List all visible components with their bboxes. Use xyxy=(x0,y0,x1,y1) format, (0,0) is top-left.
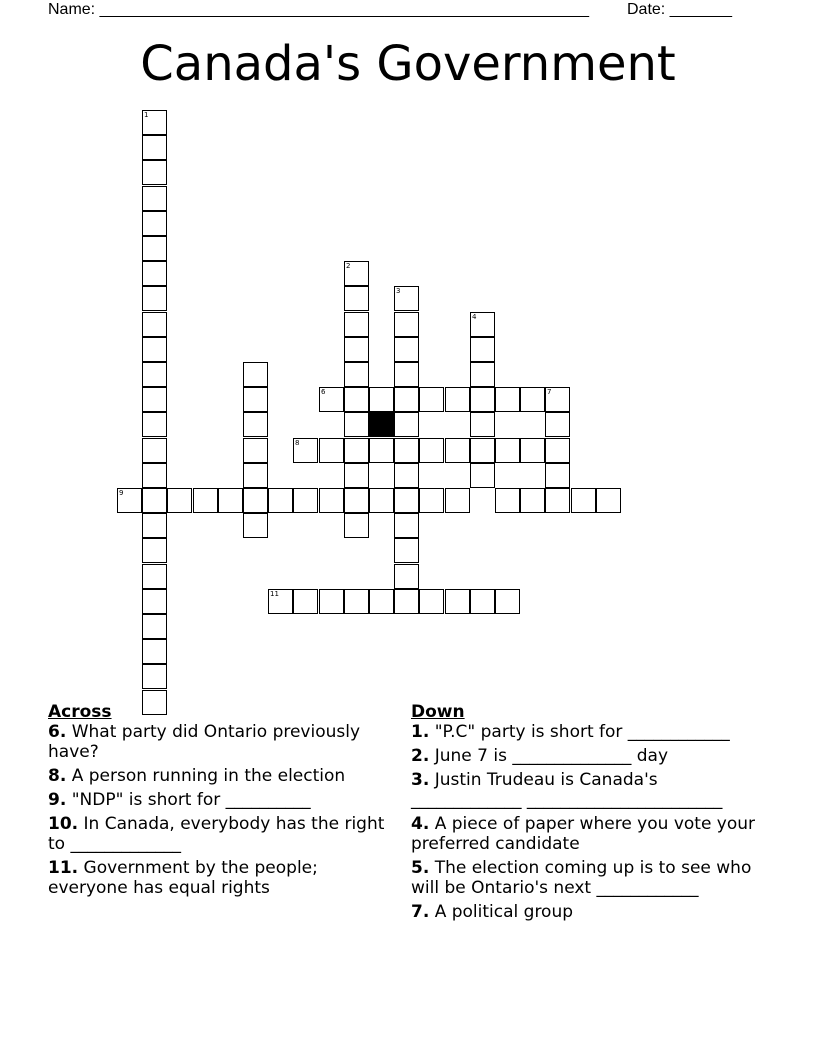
clue-number: 7 xyxy=(547,388,552,396)
down-clue-1: 1. "P.C" party is short for ____________ xyxy=(411,722,730,742)
grid-cell[interactable] xyxy=(520,488,545,513)
down-clue-4: 4. A piece of paper where you vote your preferred candidate xyxy=(411,814,756,854)
grid-cell[interactable] xyxy=(243,438,268,463)
grid-cell[interactable] xyxy=(142,438,167,463)
grid-cell[interactable] xyxy=(243,488,268,513)
clue-number: 6 xyxy=(321,388,326,396)
grid-cell[interactable] xyxy=(419,438,444,463)
grid-cell[interactable] xyxy=(293,488,318,513)
grid-cell[interactable] xyxy=(142,538,167,563)
grid-cell[interactable] xyxy=(394,286,419,311)
grid-cell[interactable] xyxy=(142,312,167,337)
black-cell xyxy=(369,412,394,437)
date-field-label: Date: _______ xyxy=(627,1,732,18)
grid-cell[interactable] xyxy=(520,387,545,412)
grid-cell[interactable] xyxy=(495,589,520,614)
grid-cell[interactable] xyxy=(344,286,369,311)
grid-cell[interactable] xyxy=(394,564,419,589)
clue-number: 2 xyxy=(346,262,351,270)
grid-cell[interactable] xyxy=(596,488,621,513)
grid-cell[interactable] xyxy=(545,463,570,488)
grid-cell[interactable] xyxy=(369,438,394,463)
grid-cell[interactable] xyxy=(495,488,520,513)
grid-cell[interactable] xyxy=(218,488,243,513)
grid-cell[interactable] xyxy=(293,589,318,614)
grid-cell[interactable] xyxy=(243,412,268,437)
grid-cell[interactable] xyxy=(319,438,344,463)
grid-cell[interactable] xyxy=(142,614,167,639)
grid-cell[interactable] xyxy=(470,589,495,614)
page-title: Canada's Government xyxy=(140,36,676,92)
grid-cell[interactable] xyxy=(445,589,470,614)
grid-cell[interactable] xyxy=(268,488,293,513)
grid-cell[interactable] xyxy=(369,488,394,513)
grid-cell[interactable] xyxy=(344,513,369,538)
grid-cell[interactable] xyxy=(445,488,470,513)
grid-cell[interactable] xyxy=(344,387,369,412)
grid-cell[interactable] xyxy=(344,438,369,463)
across-clues xyxy=(48,702,400,902)
clue-number: 4 xyxy=(472,313,477,321)
clue-number: 9 xyxy=(119,489,124,497)
grid-cell[interactable] xyxy=(419,488,444,513)
across-heading: Across xyxy=(48,702,112,722)
across-clue-6: 6. What party did Ontario previously have? xyxy=(48,722,361,762)
grid-cell[interactable] xyxy=(344,463,369,488)
grid-cell[interactable] xyxy=(545,438,570,463)
grid-cell[interactable] xyxy=(369,589,394,614)
grid-cell[interactable] xyxy=(319,589,344,614)
grid-cell[interactable] xyxy=(142,488,167,513)
clue-number: 8 xyxy=(295,439,300,447)
grid-cell[interactable] xyxy=(117,488,142,513)
grid-cell[interactable] xyxy=(394,488,419,513)
grid-cell[interactable] xyxy=(167,488,192,513)
clue-number: 3 xyxy=(396,287,401,295)
grid-cell[interactable] xyxy=(344,337,369,362)
grid-cell[interactable] xyxy=(142,664,167,689)
down-clues xyxy=(411,702,771,926)
across-clue-8: 8. A person running in the election xyxy=(48,766,346,786)
grid-cell[interactable] xyxy=(142,589,167,614)
grid-cell[interactable] xyxy=(369,387,394,412)
grid-cell[interactable] xyxy=(142,362,167,387)
grid-cell[interactable] xyxy=(470,463,495,488)
grid-cell[interactable] xyxy=(419,589,444,614)
clue-number: 1 xyxy=(144,111,149,119)
grid-cell[interactable] xyxy=(142,261,167,286)
grid-cell[interactable] xyxy=(394,412,419,437)
down-clue-2: 2. June 7 is ______________ day xyxy=(411,746,669,766)
grid-cell[interactable] xyxy=(545,412,570,437)
grid-cell[interactable] xyxy=(344,261,369,286)
grid-cell[interactable] xyxy=(394,589,419,614)
across-clue-10: 10. In Canada, everybody has the right to _____________ xyxy=(48,814,385,854)
grid-cell[interactable] xyxy=(319,488,344,513)
grid-cell[interactable] xyxy=(571,488,596,513)
grid-cell[interactable] xyxy=(142,236,167,261)
across-clue-9: 9. "NDP" is short for __________ xyxy=(48,790,311,810)
grid-cell[interactable] xyxy=(142,286,167,311)
down-clue-3: 3. Justin Trudeau is Canada's _____________ _______________________ xyxy=(411,770,723,810)
grid-cell[interactable] xyxy=(344,312,369,337)
clue-number: 11 xyxy=(270,590,279,598)
grid-cell[interactable] xyxy=(243,362,268,387)
grid-cell[interactable] xyxy=(193,488,218,513)
grid-cell[interactable] xyxy=(394,362,419,387)
grid-cell[interactable] xyxy=(394,538,419,563)
grid-cell[interactable] xyxy=(445,387,470,412)
grid-cell[interactable] xyxy=(470,362,495,387)
grid-cell[interactable] xyxy=(344,488,369,513)
grid-cell[interactable] xyxy=(394,312,419,337)
grid-cell[interactable] xyxy=(470,312,495,337)
grid-cell[interactable] xyxy=(142,564,167,589)
down-clue-7: 7. A political group xyxy=(411,902,574,922)
grid-cell[interactable] xyxy=(142,211,167,236)
grid-cell[interactable] xyxy=(293,438,318,463)
grid-cell[interactable] xyxy=(142,160,167,185)
grid-cell[interactable] xyxy=(243,463,268,488)
grid-cell[interactable] xyxy=(243,513,268,538)
grid-cell[interactable] xyxy=(142,110,167,135)
grid-cell[interactable] xyxy=(344,589,369,614)
across-clue-11: 11. Government by the people; everyone has equal rights xyxy=(48,858,318,898)
grid-cell[interactable] xyxy=(394,438,419,463)
down-heading: Down xyxy=(411,702,465,722)
grid-cell[interactable] xyxy=(445,438,470,463)
name-field-label: Name: _______________________________________________________ xyxy=(48,1,589,18)
grid-cell[interactable] xyxy=(344,412,369,437)
grid-cell[interactable] xyxy=(142,412,167,437)
grid-cell[interactable] xyxy=(545,387,570,412)
grid-cell[interactable] xyxy=(344,362,369,387)
grid-cell[interactable] xyxy=(545,488,570,513)
grid-cell[interactable] xyxy=(495,387,520,412)
grid-cell[interactable] xyxy=(394,463,419,488)
grid-cell[interactable] xyxy=(470,438,495,463)
grid-cell[interactable] xyxy=(495,438,520,463)
grid-cell[interactable] xyxy=(394,387,419,412)
grid-cell[interactable] xyxy=(243,387,268,412)
grid-cell[interactable] xyxy=(142,337,167,362)
grid-cell[interactable] xyxy=(142,463,167,488)
grid-cell[interactable] xyxy=(470,387,495,412)
grid-cell[interactable] xyxy=(394,337,419,362)
grid-cell[interactable] xyxy=(419,387,444,412)
grid-cell[interactable] xyxy=(520,438,545,463)
grid-cell[interactable] xyxy=(142,639,167,664)
grid-cell[interactable] xyxy=(142,135,167,160)
grid-cell[interactable] xyxy=(470,337,495,362)
grid-cell[interactable] xyxy=(142,513,167,538)
down-clue-5: 5. The election coming up is to see who will be Ontario's next ____________ xyxy=(411,858,752,898)
grid-cell[interactable] xyxy=(268,589,293,614)
grid-cell[interactable] xyxy=(142,387,167,412)
grid-cell[interactable] xyxy=(142,186,167,211)
grid-cell[interactable] xyxy=(319,387,344,412)
grid-cell[interactable] xyxy=(394,513,419,538)
grid-cell[interactable] xyxy=(470,412,495,437)
